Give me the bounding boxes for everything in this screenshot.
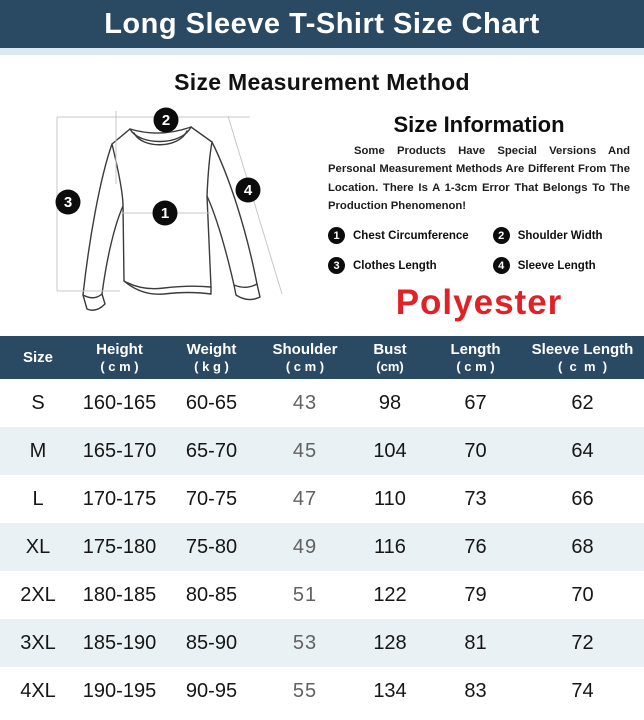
cell-weight: 75-80 <box>185 535 238 558</box>
cell-shoulder: 47 <box>292 487 318 510</box>
column-header-length-unit: ( c m ) <box>456 358 495 374</box>
diagram-badge-4: 4 <box>243 182 253 199</box>
cell-bust: 128 <box>373 631 407 654</box>
cell-length: 73 <box>464 487 487 510</box>
cell-bust: 98 <box>378 391 402 414</box>
cell-shoulder: 49 <box>292 535 318 558</box>
cell-height: 165-170 <box>82 439 157 462</box>
column-header-shoulder-label: Shoulder <box>272 340 338 358</box>
table-row-l <box>0 475 644 523</box>
legend-badge-4: 4 <box>493 257 510 274</box>
cell-bust: 116 <box>374 535 406 558</box>
cell-length: 79 <box>464 583 487 606</box>
size-table-header <box>0 336 644 379</box>
cell-shoulder: 43 <box>292 391 318 414</box>
table-row-s <box>0 379 644 427</box>
column-header-weight-label: Weight <box>186 340 237 358</box>
table-row-2xl <box>0 571 644 619</box>
cell-size: M <box>29 439 47 462</box>
column-header-shoulder-unit: ( c m ) <box>285 358 325 374</box>
legend-badge-1: 1 <box>328 227 345 244</box>
column-header-height-unit: ( c m ) <box>100 358 139 374</box>
cell-sleeve-length: 74 <box>571 679 594 702</box>
cell-shoulder: 51 <box>292 583 318 606</box>
shirt-measurement-diagram <box>24 98 314 334</box>
column-header-length-label: Length <box>450 340 501 358</box>
cell-bust: 110 <box>374 487 406 510</box>
column-header-sleeve-length <box>521 336 644 379</box>
legend-label-clothes-length: Clothes Length <box>353 259 437 272</box>
legend-item-shoulder <box>493 227 630 244</box>
header-accent-strip <box>0 48 644 55</box>
cell-bust: 104 <box>373 439 407 462</box>
cell-weight: 70-75 <box>185 487 238 510</box>
column-header-weight-unit: ( k g ) <box>194 358 229 374</box>
cell-height: 160-165 <box>82 391 157 414</box>
cell-size: L <box>32 487 44 510</box>
cell-height: 175-180 <box>82 535 157 558</box>
cell-length: 76 <box>464 535 487 558</box>
size-information-heading: Size Information <box>393 112 565 137</box>
cell-weight: 90-95 <box>185 679 238 702</box>
table-row-3xl <box>0 619 644 667</box>
legend-label-shoulder: Shoulder Width <box>517 229 603 242</box>
diagram-badge-2: 2 <box>161 112 171 129</box>
cell-bust: 134 <box>373 679 407 702</box>
column-header-size-label: Size <box>22 348 53 366</box>
column-header-shoulder <box>260 336 350 379</box>
cell-size: XL <box>25 535 51 558</box>
cell-size: 3XL <box>20 631 56 654</box>
column-header-bust-unit: (cm) <box>376 358 404 374</box>
column-header-weight <box>163 336 260 379</box>
legend-badge-2: 2 <box>493 227 510 244</box>
legend-item-sleeve-length <box>493 257 630 274</box>
size-chart-table <box>0 336 644 715</box>
cell-sleeve-length: 72 <box>571 631 594 654</box>
legend-label-sleeve-length: Sleeve Length <box>517 259 596 272</box>
size-information-text: Some Products Have Special Versions And Personal Measurement Methods Are Different From The Location. There Is A 1-3cm Error That Belongs To The Production Phenomenon! <box>328 145 630 212</box>
cell-size: 2XL <box>20 583 56 606</box>
column-header-length <box>430 336 521 379</box>
measurement-section <box>0 96 644 336</box>
cell-height: 180-185 <box>82 583 157 606</box>
cell-size: S <box>31 391 45 414</box>
cell-weight: 85-90 <box>185 631 238 654</box>
cell-height: 170-175 <box>82 487 157 510</box>
legend-badge-3: 3 <box>328 257 345 274</box>
cell-sleeve-length: 68 <box>571 535 594 558</box>
table-row-xl <box>0 523 644 571</box>
cell-weight: 65-70 <box>185 439 238 462</box>
cell-size: 4XL <box>20 679 56 702</box>
cell-weight: 60-65 <box>185 391 238 414</box>
column-header-height-label: Height <box>96 340 143 358</box>
page-title: Long Sleeve T-Shirt Size Chart <box>104 7 540 40</box>
section-heading: Size Measurement Method <box>174 69 470 95</box>
legend-item-chest <box>328 227 493 244</box>
cell-length: 70 <box>464 439 487 462</box>
cell-shoulder: 53 <box>292 631 318 654</box>
column-header-sleeve-length-label: Sleeve Length <box>531 340 634 358</box>
cell-shoulder: 45 <box>292 439 318 462</box>
measurement-legend <box>328 227 630 274</box>
size-information-panel <box>328 112 630 323</box>
table-row-4xl <box>0 667 644 715</box>
cell-height: 185-190 <box>82 631 157 654</box>
material-label: Polyester <box>395 283 563 323</box>
legend-label-chest: Chest Circumference <box>353 229 469 242</box>
cell-sleeve-length: 70 <box>571 583 594 606</box>
cell-height: 190-195 <box>82 679 157 702</box>
cell-sleeve-length: 62 <box>571 391 594 414</box>
cell-sleeve-length: 66 <box>571 487 594 510</box>
column-header-bust <box>350 336 430 379</box>
table-header-row <box>0 336 644 379</box>
cell-length: 67 <box>464 391 487 414</box>
cell-sleeve-length: 64 <box>571 439 594 462</box>
diagram-badge-1: 1 <box>160 205 170 222</box>
cell-length: 81 <box>464 631 487 654</box>
size-table-body <box>0 379 644 715</box>
column-header-bust-label: Bust <box>373 340 407 358</box>
column-header-height <box>76 336 163 379</box>
cell-length: 83 <box>464 679 487 702</box>
column-header-size <box>0 336 76 379</box>
cell-weight: 80-85 <box>185 583 238 606</box>
diagram-badge-3: 3 <box>63 194 73 211</box>
cell-bust: 122 <box>373 583 407 606</box>
cell-shoulder: 55 <box>292 679 318 702</box>
column-header-sleeve-length-unit: ( c m ) <box>557 358 608 374</box>
page-header <box>0 0 644 48</box>
table-row-m <box>0 427 644 475</box>
legend-item-clothes-length <box>328 257 493 274</box>
